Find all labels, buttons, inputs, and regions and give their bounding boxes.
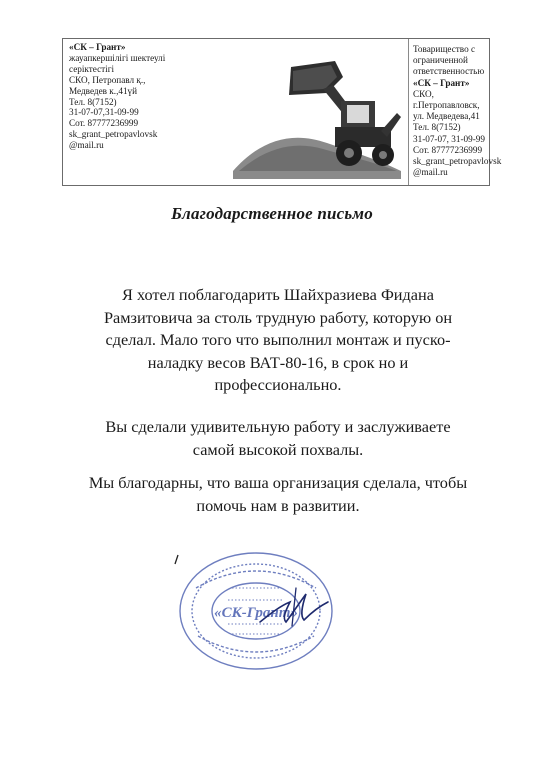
letterhead-right-ru — [413, 44, 502, 178]
signature — [256, 584, 338, 630]
letterhead-right-line: ограниченной — [413, 55, 468, 66]
paragraph-line: Вы сделали удивительную работу и заслуживаете — [105, 417, 451, 436]
body-paragraph — [66, 284, 490, 397]
letterhead — [62, 38, 502, 186]
stamp-center-text: «СК-Грант» — [214, 605, 298, 621]
letter-title: Благодарственное письмо — [171, 204, 373, 223]
paragraph-line: Мы благодарны, что ваша организация сделала, чтобы — [88, 473, 468, 492]
company-name-kz: «СК – Грант» — [69, 42, 126, 52]
paragraph-line: Рамзитовича за столь трудную работу, которую он — [103, 307, 453, 327]
letterhead-right-line: Товарищество с — [413, 44, 476, 54]
body-paragraph — [66, 416, 490, 461]
excavator-icon — [231, 43, 403, 181]
letterhead-right-line: @mail.ru — [413, 167, 448, 178]
letterhead-left-line: серіктестігі — [69, 63, 115, 74]
letterhead-left-line: жауапкершілігі шектеулі — [69, 52, 166, 63]
letterhead-right-line: Тел. 8(7152) — [413, 122, 461, 133]
letterhead-left-line: Тел. 8(7152) — [69, 96, 117, 107]
company-name-ru: «СК – Грант» — [413, 77, 470, 88]
letterhead-right-line: 31-07-07, 31-09-99 — [413, 133, 485, 144]
letterhead-right-line: СКО, — [413, 88, 434, 99]
letterhead-right-line: ул. Медведева,41 — [413, 111, 480, 122]
letterhead-left-line: @mail.ru — [69, 140, 104, 151]
paragraph-line: помочь нам в развитии. — [196, 495, 360, 515]
paragraph-line: самой высокой похвалы. — [192, 439, 364, 459]
paragraph-line: наладку весов ВАТ-80-16, в срок но и — [147, 352, 409, 372]
letterhead-divider — [408, 39, 409, 185]
letterhead-right-line: ответственностью — [413, 66, 485, 77]
letterhead-left-line: Сот. 87777236999 — [69, 118, 139, 129]
letterhead-right-line: sk_grant_petropavlovsk — [413, 156, 502, 167]
paragraph-line: сделал. Мало того что выполнил монтаж и пуско- — [105, 330, 451, 349]
letterhead-left-line: СКО, Петропавл қ., — [69, 74, 146, 85]
letterhead-left-line: 31-07-07,31-09-99 — [69, 107, 139, 118]
letterhead-right-line: г.Петропавловск, — [413, 100, 480, 111]
letterhead-left-line: Медведев к.,41үй — [69, 85, 138, 96]
letterhead-right-line: Сот. 87777236999 — [413, 144, 483, 155]
letterhead-left-line: sk_grant_petropavlovsk — [69, 129, 158, 140]
body-paragraph — [66, 472, 490, 517]
paragraph-line: Я хотел поблагодарить Шайхразиева Фидана — [122, 285, 434, 304]
paragraph-line: профессионально. — [214, 375, 342, 394]
letterhead-left-kz — [69, 42, 219, 151]
